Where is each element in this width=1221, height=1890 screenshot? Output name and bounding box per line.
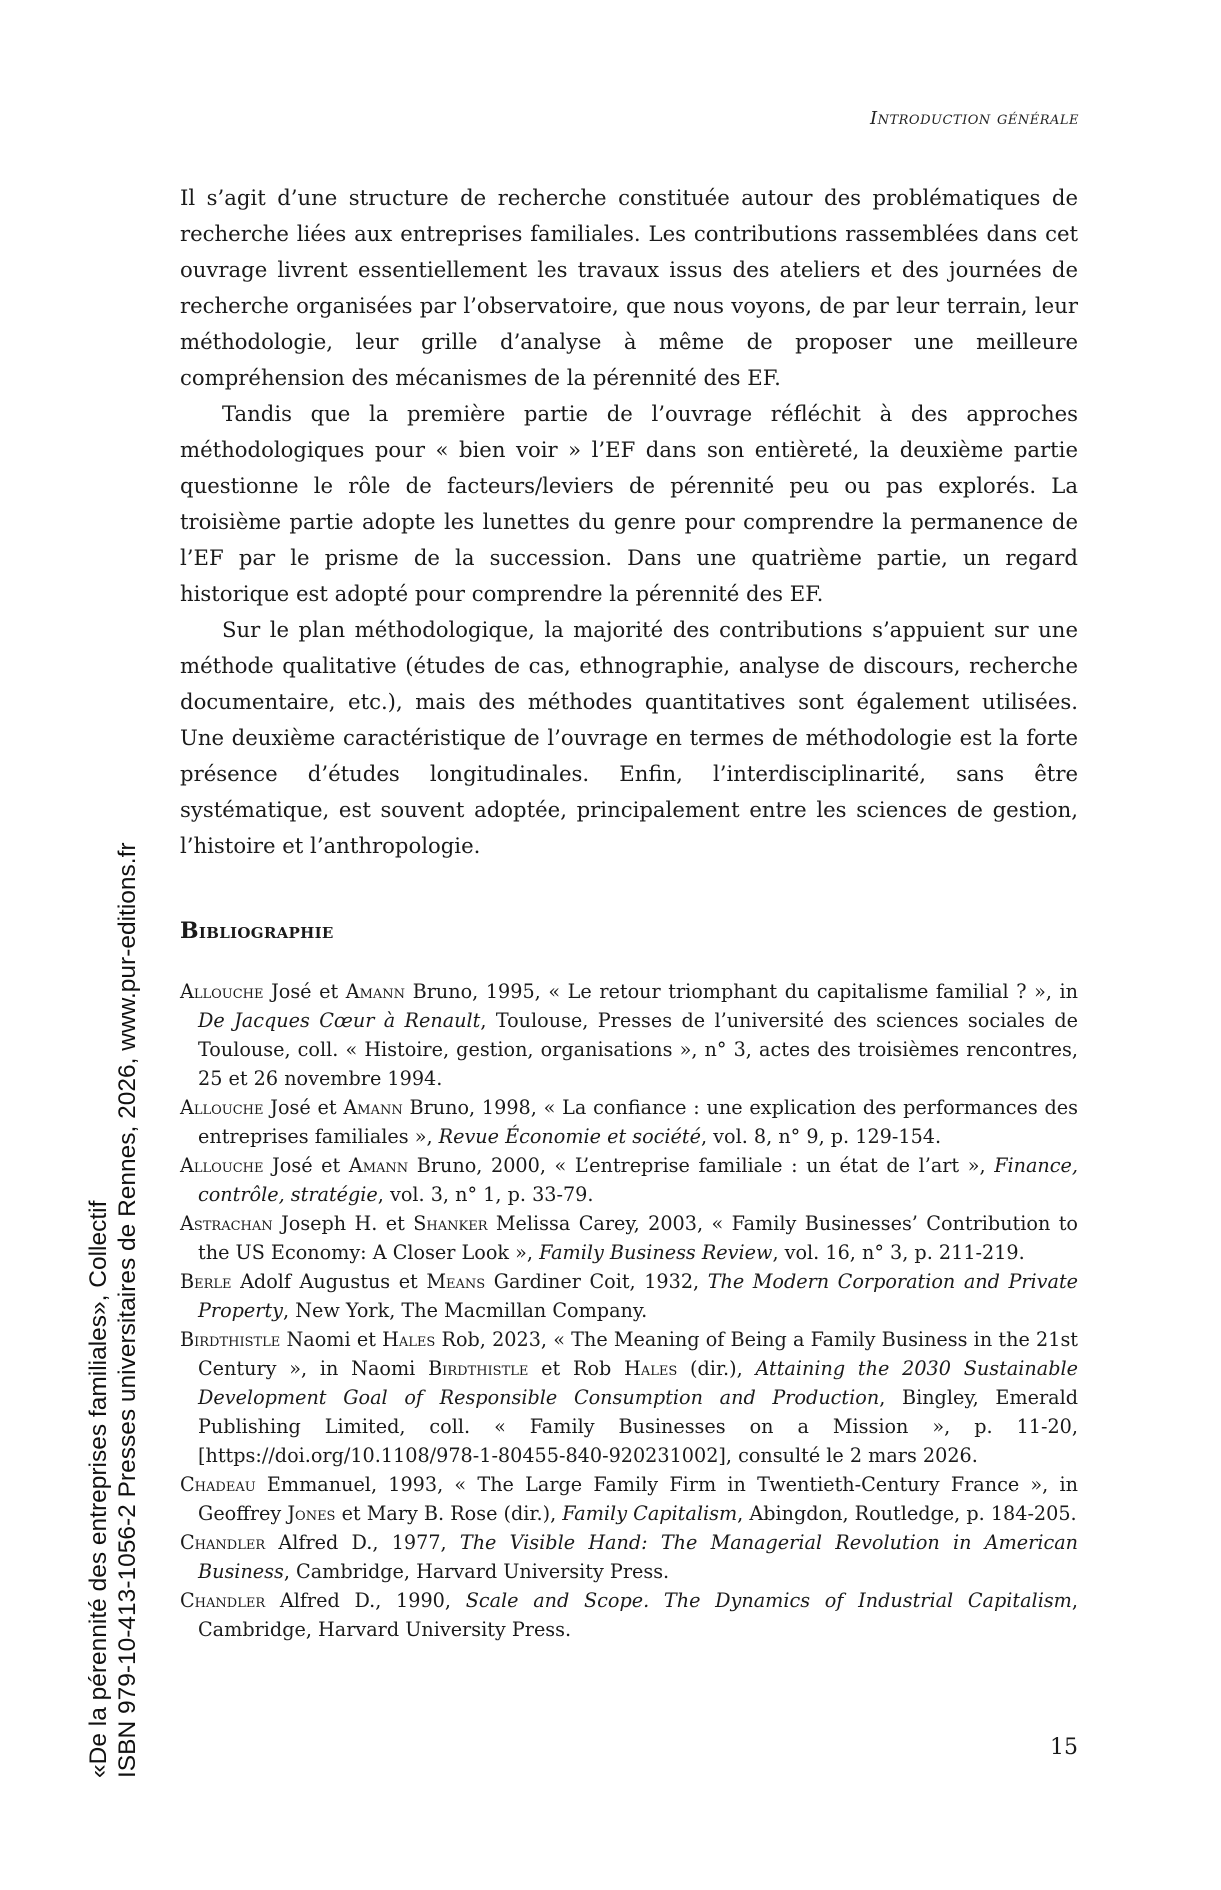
author-name: Shanker	[413, 1212, 488, 1235]
bibliography-entry	[180, 1325, 1078, 1470]
author-name: Allouche	[180, 1154, 264, 1177]
side-note-line: ISBN 979-10-413-1056-2 Presses universitaires de Rennes, 2026, www.pur-editions.fr	[114, 842, 141, 1778]
running-head: Introduction générale	[869, 108, 1079, 129]
bibliography-entry	[180, 1528, 1078, 1586]
entry-text: Joseph H. et	[272, 1212, 414, 1235]
author-name: Chadeau	[180, 1473, 256, 1496]
entry-text: Adolf Augustus et	[231, 1270, 427, 1293]
author-name: Astrachan	[180, 1212, 273, 1235]
bibliography-heading: Bibliographie	[180, 918, 334, 944]
entry-text: Alfred D., 1990,	[265, 1589, 466, 1612]
entry-text: , Abingdon, Routledge, p. 184-205.	[737, 1502, 1077, 1525]
work-title: De Jacques Cœur à Renault	[198, 1009, 481, 1032]
work-title: Attaining the 2030 Sustainable Development Goal of Responsible Consumption and Production	[198, 1357, 1078, 1409]
work-title: Family Business Review	[539, 1241, 773, 1264]
author-name: Means	[426, 1270, 486, 1293]
page-number: 15	[1050, 1735, 1078, 1760]
bibliography-entry	[180, 1267, 1078, 1325]
author-name: Jones	[287, 1502, 336, 1525]
bibliography-entry	[180, 1209, 1078, 1267]
author-name: Amann	[345, 980, 406, 1003]
entry-text: Bruno, 2000, « L’entreprise familiale : un état de l’art »,	[408, 1154, 995, 1177]
paragraph: Tandis que la première partie de l’ouvrage réfléchit à des approches méthodologiques pour « bien voir » l’EF dans son entièreté, la deuxième partie questionne le rôle de facteurs/leviers de pérennité peu ou pas explorés. La troisième partie adopte les lunettes du genre pour comprendre la permanence de l’EF par le prisme de la succession. Dans une quatrième partie, un regard historique est adopté pour comprendre la pérennité des EF.	[180, 401, 1078, 606]
author-name: Birdthistle	[428, 1357, 529, 1380]
work-title: Scale and Scope. The Dynamics of Industrial Capitalism	[465, 1589, 1072, 1612]
bibliography-entry	[180, 1151, 1078, 1209]
work-title: Revue Économie et société	[438, 1125, 701, 1148]
author-name: Berle	[180, 1270, 232, 1293]
work-title: Finance, contrôle, stratégie	[198, 1154, 1078, 1206]
author-name: Hales	[624, 1357, 678, 1380]
entry-text: , vol. 8, n° 9, p. 129-154.	[700, 1125, 942, 1148]
entry-text: Gardiner Coit, 1932,	[485, 1270, 708, 1293]
bibliography-entry	[180, 1470, 1078, 1528]
entry-text: , Cambridge, Harvard University Press.	[198, 1589, 1078, 1641]
entry-text: José et	[263, 980, 346, 1003]
entry-text: Melissa Carey, 2003, « Family Businesses’ Contribution to the US Economy: A Closer Look »,	[198, 1212, 1078, 1264]
entry-text: Bruno, 1998, « La confiance : une explication des performances des entreprises familiales »,	[198, 1096, 1079, 1148]
entry-text: et Rob	[528, 1357, 625, 1380]
body-text	[180, 180, 1078, 864]
author-name: Allouche	[180, 980, 264, 1003]
entry-text: , vol. 3, n° 1, p. 33-79.	[377, 1183, 594, 1206]
bibliography-entry	[180, 1586, 1078, 1644]
entry-text: Alfred D., 1977,	[265, 1531, 460, 1554]
side-note-line: «De la pérennité des entreprises familiales», Collectif	[85, 1200, 112, 1778]
paragraph: Sur le plan méthodologique, la majorité des contributions s’appuient sur une méthode qualitative (études de cas, ethnographie, analyse de discours, recherche documentaire, etc.), mais des méthodes quantitatives sont également utilisées. Une deuxième caractéristique de l’ouvrage en termes de méthodologie est la forte présence d’études longitudinales. Enfin, l’interdisciplinarité, sans être systématique, est souvent adoptée, principalement entre les sciences de gestion, l’histoire et l’anthropologie.	[180, 617, 1078, 858]
entry-text: , Cambridge, Harvard University Press.	[283, 1560, 670, 1583]
work-title: Family Capitalism	[562, 1502, 738, 1525]
entry-text: Emmanuel, 1993, « The Large Family Firm in Twentieth-Century France », in Geoffrey	[198, 1473, 1078, 1525]
entry-text: Bruno, 1995, « Le retour triomphant du capitalisme familial ? », in	[405, 980, 1078, 1003]
entry-text: , vol. 16, n° 3, p. 211-219.	[772, 1241, 1025, 1264]
paragraph: Il s’agit d’une structure de recherche constituée autour des problématiques de recherche liées aux entreprises familiales. Les contributions rassemblées dans cet ouvrage livrent essentiellement les travaux issus des ateliers et des journées de recherche organisées par l’observatoire, que nous voyons, de par leur terrain, leur méthodologie, leur grille d’analyse à même de proposer une meilleure compréhension des mécanismes de la pérennité des EF.	[180, 185, 1078, 390]
author-name: Chandler	[180, 1531, 266, 1554]
author-name: Chandler	[180, 1589, 266, 1612]
entry-text: , New York, The Macmillan Company.	[283, 1299, 648, 1322]
entry-text: Naomi et	[280, 1328, 383, 1351]
author-name: Hales	[382, 1328, 436, 1351]
author-name: Birdthistle	[180, 1328, 281, 1351]
bibliography-entry	[180, 977, 1078, 1093]
work-title: The Visible Hand: The Managerial Revolution in American Business	[198, 1531, 1078, 1583]
entry-text: et Mary B. Rose (dir.),	[335, 1502, 563, 1525]
entry-text: (dir.),	[677, 1357, 756, 1380]
entry-text: José et	[263, 1096, 344, 1119]
entry-text: Rob, 2023, « The Meaning of Being a Family Business in the 21st Century », in Naomi	[198, 1328, 1078, 1380]
entry-text: , Toulouse, Presses de l’université des sciences sociales de Toulouse, coll. « Histoire, gestion, organisations », n° 3, actes des troisièmes rencontres, 25 et 26 novembre 1994.	[198, 1009, 1078, 1090]
bibliography-entry	[180, 1093, 1078, 1151]
author-name: Amann	[348, 1154, 409, 1177]
author-name: Allouche	[180, 1096, 264, 1119]
copyright-side-note	[84, 842, 142, 1778]
bibliography-list	[180, 977, 1078, 1644]
work-title: The Modern Corporation and Private Property	[198, 1270, 1079, 1322]
author-name: Amann	[343, 1096, 403, 1119]
entry-text: José et	[263, 1154, 349, 1177]
entry-text: , Bingley, Emerald Publishing Limited, coll. « Family Businesses on a Mission », p. 11-20, [https://doi.org/10.1108/978-1-80455-840-920231002], consulté le 2 mars 2026.	[198, 1386, 1078, 1467]
